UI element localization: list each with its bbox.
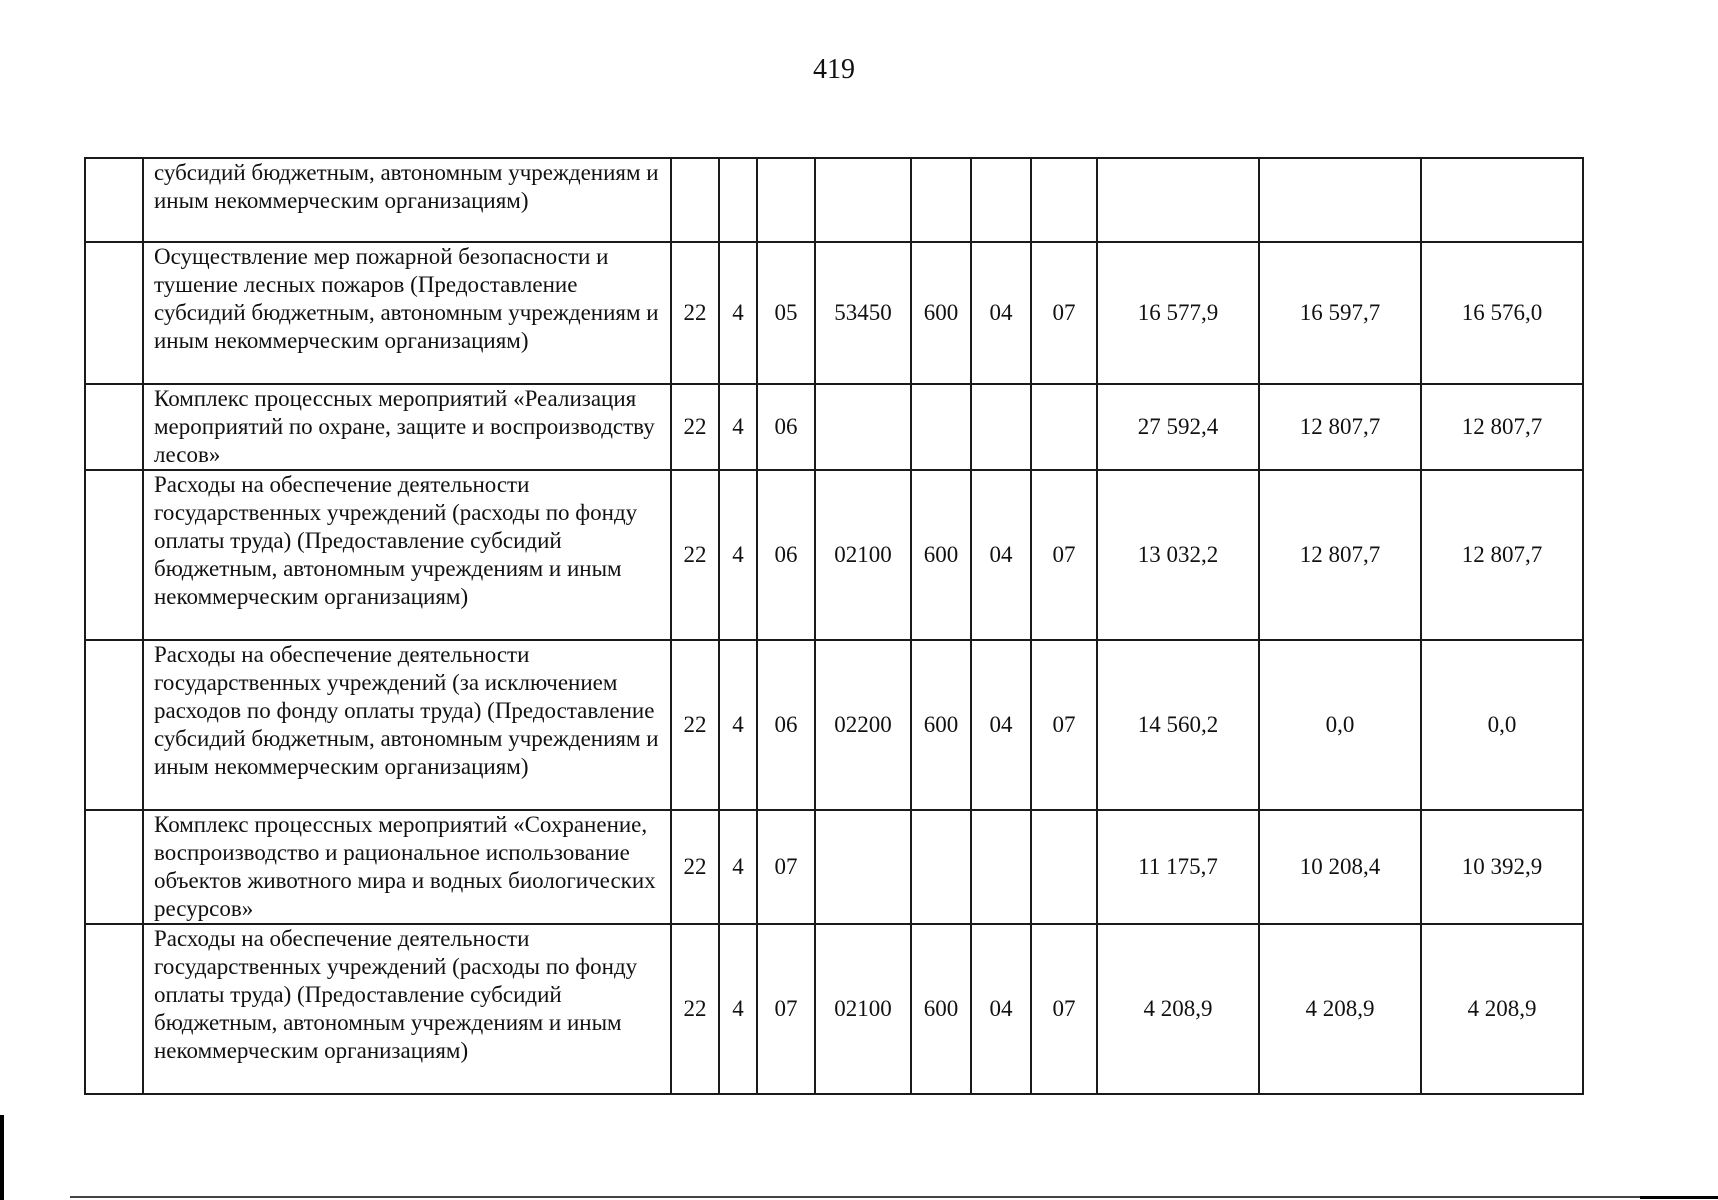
- description-cell: субсидий бюджетным, автономным учреждениям и иным некоммерческим организациям): [143, 158, 671, 242]
- amount-cell: 16 576,0: [1421, 242, 1583, 384]
- row-number-cell: [85, 158, 143, 242]
- budget-table: [84, 157, 1584, 1095]
- description-cell: Комплекс процессных мероприятий «Реализация мероприятий по охране, защите и воспроизводству лесов»: [143, 384, 671, 470]
- code-cell: 22: [671, 384, 719, 470]
- code-cell: 600: [911, 924, 971, 1094]
- code-cell: 02100: [815, 470, 911, 640]
- amount-cell: 10 392,9: [1421, 810, 1583, 924]
- code-cell: 4: [719, 810, 757, 924]
- code-cell: [671, 158, 719, 242]
- code-cell: 07: [1031, 640, 1097, 810]
- amount-cell: [1259, 158, 1421, 242]
- table-row: [85, 242, 1583, 384]
- code-cell: 02100: [815, 924, 911, 1094]
- row-number-cell: [85, 640, 143, 810]
- code-cell: 4: [719, 242, 757, 384]
- amount-cell: 4 208,9: [1421, 924, 1583, 1094]
- code-cell: [757, 158, 815, 242]
- amount-cell: 0,0: [1259, 640, 1421, 810]
- code-cell: 06: [757, 470, 815, 640]
- amount-cell: [1097, 158, 1259, 242]
- amount-cell: 27 592,4: [1097, 384, 1259, 470]
- code-cell: 22: [671, 924, 719, 1094]
- code-cell: 4: [719, 384, 757, 470]
- amount-cell: [1421, 158, 1583, 242]
- code-cell: 06: [757, 640, 815, 810]
- code-cell: 07: [757, 924, 815, 1094]
- amount-cell: 16 577,9: [1097, 242, 1259, 384]
- amount-cell: 12 807,7: [1421, 470, 1583, 640]
- footer-rule: [70, 1196, 1690, 1198]
- amount-cell: 13 032,2: [1097, 470, 1259, 640]
- row-number-cell: [85, 924, 143, 1094]
- amount-cell: 14 560,2: [1097, 640, 1259, 810]
- code-cell: 04: [971, 470, 1031, 640]
- amount-cell: 12 807,7: [1421, 384, 1583, 470]
- code-cell: 02200: [815, 640, 911, 810]
- code-cell: 22: [671, 470, 719, 640]
- code-cell: 06: [757, 384, 815, 470]
- code-cell: 600: [911, 640, 971, 810]
- row-number-cell: [85, 242, 143, 384]
- code-cell: 04: [971, 640, 1031, 810]
- description-cell: Расходы на обеспечение деятельности государственных учреждений (расходы по фонду оплаты труда) (Предоставление субсидий бюджетным, автономным учреждениям и иным некоммерческим организациям): [143, 924, 671, 1094]
- amount-cell: 16 597,7: [1259, 242, 1421, 384]
- code-cell: 05: [757, 242, 815, 384]
- code-cell: [1031, 810, 1097, 924]
- code-cell: 07: [1031, 924, 1097, 1094]
- code-cell: [911, 384, 971, 470]
- code-cell: 4: [719, 924, 757, 1094]
- code-cell: 600: [911, 470, 971, 640]
- description-cell: Расходы на обеспечение деятельности государственных учреждений (за исключением расходов по фонду оплаты труда) (Предоставление субсидий бюджетным, автономным учреждениям и иным некоммерческим организациям): [143, 640, 671, 810]
- code-cell: [815, 384, 911, 470]
- code-cell: [815, 158, 911, 242]
- amount-cell: 4 208,9: [1259, 924, 1421, 1094]
- amount-cell: 12 807,7: [1259, 470, 1421, 640]
- code-cell: [1031, 384, 1097, 470]
- page-number: 419: [813, 54, 855, 85]
- description-cell: Осуществление мер пожарной безопасности и тушение лесных пожаров (Предоставление субсидий бюджетным, автономным учреждениям и иным некоммерческим организациям): [143, 242, 671, 384]
- amount-cell: 12 807,7: [1259, 384, 1421, 470]
- code-cell: 22: [671, 640, 719, 810]
- description-cell: Расходы на обеспечение деятельности государственных учреждений (расходы по фонду оплаты труда) (Предоставление субсидий бюджетным, автономным учреждениям и иным некоммерческим организациям): [143, 470, 671, 640]
- table-row: [85, 640, 1583, 810]
- code-cell: 4: [719, 640, 757, 810]
- code-cell: [971, 810, 1031, 924]
- code-cell: [911, 810, 971, 924]
- row-number-cell: [85, 470, 143, 640]
- code-cell: 04: [971, 242, 1031, 384]
- amount-cell: 0,0: [1421, 640, 1583, 810]
- table-row: [85, 158, 1583, 242]
- row-number-cell: [85, 384, 143, 470]
- code-cell: [815, 810, 911, 924]
- footer-rule-end: [1640, 1196, 1718, 1199]
- code-cell: 07: [757, 810, 815, 924]
- code-cell: [971, 384, 1031, 470]
- code-cell: 07: [1031, 470, 1097, 640]
- amount-cell: 11 175,7: [1097, 810, 1259, 924]
- code-cell: 4: [719, 470, 757, 640]
- code-cell: [971, 158, 1031, 242]
- description-cell: Комплекс процессных мероприятий «Сохранение, воспроизводство и рациональное использование объектов животного мира и водных биологических ресурсов»: [143, 810, 671, 924]
- row-number-cell: [85, 810, 143, 924]
- table-row: [85, 924, 1583, 1094]
- table-row: [85, 470, 1583, 640]
- code-cell: 22: [671, 810, 719, 924]
- code-cell: 22: [671, 242, 719, 384]
- code-cell: [911, 158, 971, 242]
- code-cell: [719, 158, 757, 242]
- table-row: [85, 810, 1583, 924]
- code-cell: [1031, 158, 1097, 242]
- table-row: [85, 384, 1583, 470]
- code-cell: 600: [911, 242, 971, 384]
- amount-cell: 4 208,9: [1097, 924, 1259, 1094]
- code-cell: 53450: [815, 242, 911, 384]
- code-cell: 04: [971, 924, 1031, 1094]
- scan-edge-mark: [0, 1115, 4, 1200]
- amount-cell: 10 208,4: [1259, 810, 1421, 924]
- code-cell: 07: [1031, 242, 1097, 384]
